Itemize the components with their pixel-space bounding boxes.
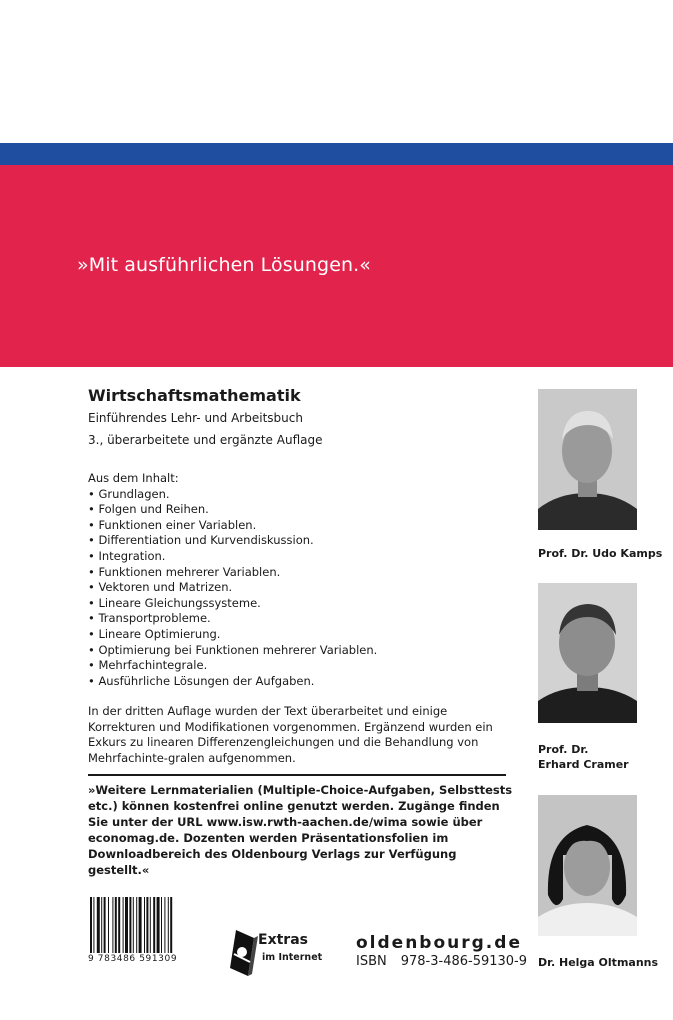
author-photo-oltmanns [538, 795, 637, 936]
barcode-bar [144, 897, 145, 953]
divider [88, 774, 506, 776]
barcode-bar [153, 897, 155, 953]
list-item: • Folgen und Reihen. [88, 502, 209, 517]
barcode-digits: 9 783486 591309 [88, 954, 178, 964]
barcode-bar [112, 897, 113, 953]
isbn-label: ISBN [356, 954, 387, 969]
blue-stripe [0, 143, 673, 165]
barcode-bar [108, 897, 109, 953]
barcode-bar [164, 897, 165, 953]
contents-heading: Aus dem Inhalt: [88, 471, 179, 485]
list-item: • Vektoren und Matrizen. [88, 580, 233, 595]
list-item: • Ausführliche Lösungen der Aufgaben. [88, 673, 315, 688]
isbn [356, 954, 527, 969]
barcode-bar [136, 897, 137, 953]
book-subtitle: Einführendes Lehr- und Arbeitsbuch [88, 411, 303, 425]
author-photo-cramer [538, 583, 637, 723]
list-item: • Integration. [88, 548, 166, 563]
barcode-bar [146, 897, 148, 953]
list-item: • Transportprobleme. [88, 611, 211, 626]
extras-sublabel: im Internet [262, 952, 323, 963]
publisher-url: oldenbourg.de [356, 933, 522, 953]
barcode-bar [125, 897, 128, 953]
barcode-bar [97, 897, 100, 953]
list-item: • Lineare Optimierung. [88, 626, 221, 641]
extras-label: Extras [258, 932, 308, 948]
barcode-bar [139, 897, 142, 953]
barcode-bar [101, 897, 102, 953]
list-item: • Optimierung bei Funktionen mehrerer Variablen. [88, 642, 378, 657]
barcode-bar [118, 897, 120, 953]
barcode-bar [115, 897, 117, 953]
barcode-bar [170, 897, 172, 953]
book-title: Wirtschaftsmathematik [88, 386, 301, 405]
contents-list [88, 471, 377, 689]
barcode-bar [129, 897, 131, 953]
isbn-value: 978-3-486-59130-9 [400, 954, 528, 969]
barcode-bar [157, 897, 160, 953]
barcode-bar [161, 897, 162, 953]
list-item: • Funktionen einer Variablen. [88, 517, 257, 532]
author-name-cramer: Prof. Dr. Erhard Cramer [538, 743, 629, 771]
tagline: »Mit ausführlichen Lösungen.« [77, 254, 371, 276]
barcode-bar [133, 897, 134, 953]
list-item: • Lineare Gleichungssysteme. [88, 595, 261, 610]
book-edition: 3., überarbeitete und ergänzte Auflage [88, 433, 323, 447]
list-item: • Mehrfachintegrale. [88, 658, 208, 673]
barcode-bar [150, 897, 151, 953]
barcode-bar [90, 897, 92, 953]
barcode-bar [123, 897, 124, 953]
author-photo-kamps [538, 389, 637, 530]
list-item: • Grundlagen. [88, 486, 170, 501]
list-item: • Differentiation und Kurvendiskussion. [88, 533, 314, 548]
barcode-bar [104, 897, 106, 953]
description-paragraph: In der dritten Auflage wurden der Text überarbeitet und einige Korrekturen und Modifikationen vorgenommen. Ergänzend wurden ein Exkurs zu linearen Differenzengleichungen und die Behandlung von Mehrfachinte-gralen aufgenommen. [88, 704, 493, 765]
barcode-bar [168, 897, 169, 953]
author-name-kamps: Prof. Dr. Udo Kamps [538, 547, 663, 560]
barcode-bar [93, 897, 94, 953]
author-name-oltmanns: Dr. Helga Oltmanns [538, 956, 659, 969]
promo-paragraph: »Weitere Lernmaterialien (Multiple-Choice-Aufgaben, Selbsttests etc.) können kostenfrei online genutzt werden. Zugänge finden Sie unter der URL www.isw.rwth-aachen.de/wima sowie über economag.de. Dozenten werden Präsentationsfolien im Downloadbereich des Oldenbourg Verlags zur Verfügung gestellt.« [88, 783, 513, 877]
barcode [89, 897, 207, 953]
list-item: • Funktionen mehrerer Variablen. [88, 564, 281, 579]
